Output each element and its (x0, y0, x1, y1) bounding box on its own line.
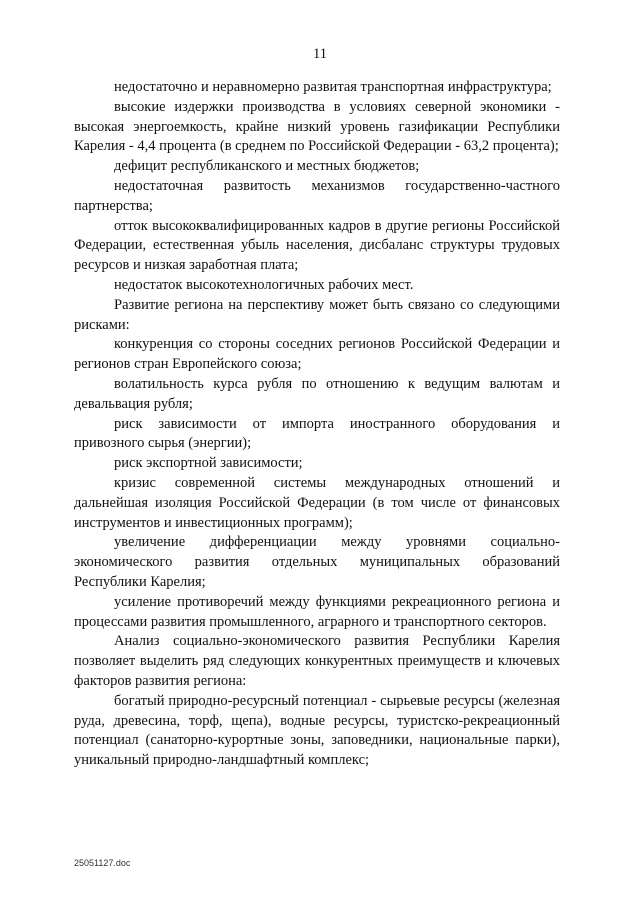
paragraph: высокие издержки производства в условиях северной экономики - высокая энергоемкость, крайне низкий уровень газификации Республики Карелия - 4,4 процента (в среднем по Российской Федерации - 63,2 процента); (74, 98, 560, 155)
paragraph: волатильность курса рубля по отношению к ведущим валютам и девальвация рубля; (74, 375, 560, 412)
paragraph: недостаток высокотехнологичных рабочих мест. (114, 276, 414, 293)
body-text (74, 78, 560, 771)
page-number: 11 (313, 46, 327, 62)
paragraph: усиление противоречий между функциями рекреационного региона и процессами развития промышленного, аграрного и транспортного секторов. (74, 593, 560, 630)
paragraph: риск зависимости от импорта иностранного оборудования и привозного сырья (энергии); (74, 415, 560, 452)
paragraph: Анализ социально-экономического развития Республики Карелия позволяет выделить ряд следующих конкурентных преимуществ и ключевых факторов развития региона: (74, 633, 560, 689)
paragraph: конкуренция со стороны соседних регионов Российской Федерации и регионов стран Европейского союза; (74, 336, 560, 373)
paragraph: кризис современной системы международных отношений и дальнейшая изоляция Российской Федерации (в том числе от финансовых инструментов и инвестиционных программ); (74, 474, 560, 531)
paragraph: недостаточно и неравномерно развитая транспортная инфраструктура; (114, 79, 552, 95)
paragraph: отток высококвалифицированных кадров в другие регионы Российской Федерации, естественная убыль населения, дисбаланс структуры трудовых ресурсов и низкая заработная плата; (74, 217, 560, 274)
paragraph: увеличение дифференциации между уровнями социально-экономического развития отдельных муниципальных образований Республики Карелия; (74, 534, 560, 590)
paragraph: дефицит республиканского и местных бюджетов; (114, 158, 420, 175)
paragraph: недостаточная развитость механизмов государственно-частного партнерства; (74, 177, 560, 214)
paragraph: риск экспортной зависимости; (114, 455, 303, 472)
footer-filename: 25051127.doc (74, 858, 131, 868)
paragraph: богатый природно-ресурсный потенциал - сырьевые ресурсы (железная руда, древесина, торф, щепа), водные ресурсы, туристско-рекреационный потенциал (санаторно-курортные зоны, заповедники, национальные парки), уникальный природно-ландшафтный комплекс; (74, 692, 560, 769)
paragraph: Развитие региона на перспективу может быть связано со следующими рисками: (74, 296, 560, 333)
